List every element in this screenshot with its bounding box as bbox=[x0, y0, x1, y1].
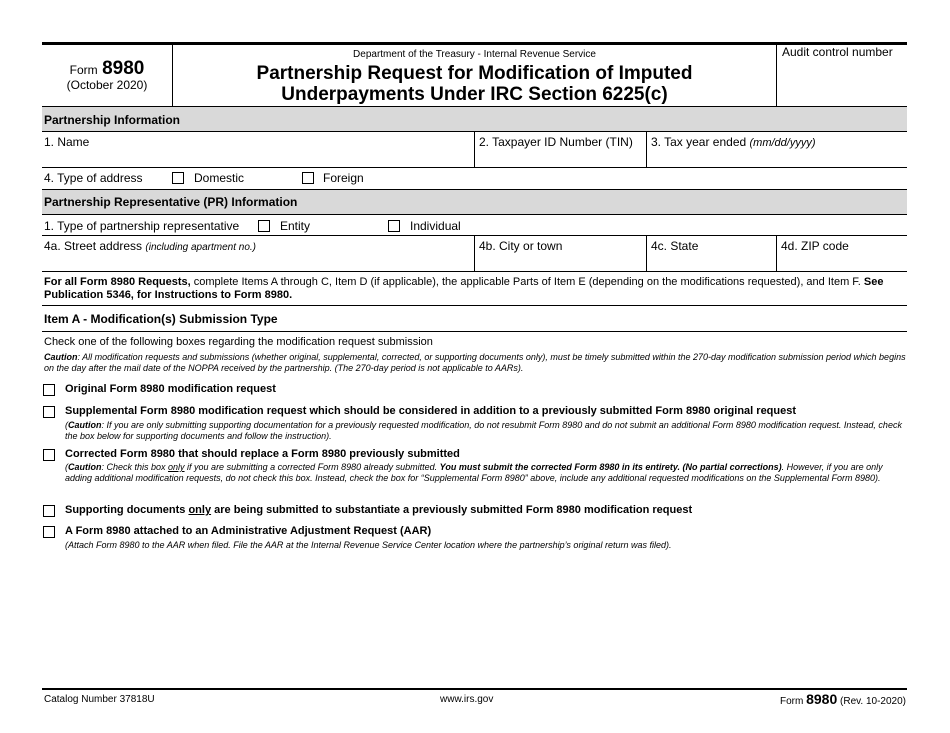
rule bbox=[42, 271, 907, 272]
domestic-checkbox[interactable] bbox=[172, 172, 184, 184]
city-field[interactable] bbox=[479, 253, 643, 269]
tax-year-format: (mm/dd/yyyy) bbox=[749, 137, 816, 149]
rule bbox=[646, 131, 647, 167]
item-a-check-one: Check one of the following boxes regarding the modification request submission bbox=[44, 336, 433, 348]
department: Department of the Treasury - Internal Revenue Service bbox=[353, 49, 596, 60]
street-text: 4a. Street address bbox=[44, 239, 146, 253]
rule bbox=[646, 235, 647, 271]
state-label: 4c. State bbox=[651, 239, 699, 253]
partnership-section-title: Partnership Information bbox=[44, 113, 181, 127]
pr-section-title: Partnership Representative (PR) Information bbox=[44, 195, 298, 209]
entity-label: Entity bbox=[280, 219, 311, 233]
footer-form-word: Form bbox=[779, 696, 807, 707]
individual-checkbox[interactable] bbox=[388, 220, 400, 232]
instructions-bold-end: See Publication 5346, for Instructions to Form 8980. bbox=[44, 276, 884, 301]
audit-control-label: Audit control number bbox=[782, 45, 893, 59]
aar-label: A Form 8980 attached to an Administrative Adjustment Request (AAR) bbox=[65, 525, 432, 537]
footer-form-id bbox=[780, 691, 906, 707]
corrected-note-b: if you are submitting a corrected Form 8980 already submitted. bbox=[184, 462, 440, 472]
tin-label: 2. Taxpayer ID Number (TIN) bbox=[479, 135, 633, 149]
rule bbox=[42, 167, 907, 168]
tax-year-label bbox=[651, 135, 816, 149]
street-label bbox=[44, 239, 256, 253]
irs-website[interactable]: www.irs.gov bbox=[440, 694, 494, 705]
rule bbox=[776, 235, 777, 271]
supporting-docs-b: are being submitted to substantiate a previously submitted Form 8980 modification request bbox=[211, 504, 693, 516]
form-word: Form bbox=[69, 63, 98, 77]
foreign-checkbox[interactable] bbox=[302, 172, 314, 184]
individual-label: Individual bbox=[410, 219, 461, 233]
corrected-note: (Caution: Check this box only if you are submitting a corrected Form 8980 already submitted. You must submit the corrected Form 8980 in its entirety. (No partial corrections). However, if you are only adding additional modification requests, do not check this box. Instead, check the box for “Supplemental Form 8980” above, include any additional requested modifications on the Supplemental Form 8980). bbox=[65, 462, 883, 483]
zip-label: 4d. ZIP code bbox=[781, 239, 849, 253]
corrected-note-c: . However, if you are only adding additional modification requests, do not check this box. Instead, check the box for “Supplemental Form 8980” above, include any additional requested modifications on the Supplemental Form 8980). bbox=[65, 462, 883, 483]
corrected-note-bold: You must submit the corrected Form 8980 in its entirety. (No partial corrections) bbox=[439, 462, 782, 472]
catalog-number: Catalog Number 37818U bbox=[44, 694, 155, 705]
supplemental-caution-word: Caution bbox=[68, 420, 102, 430]
title-line-1: Partnership Request for Modification of Imputed bbox=[256, 63, 693, 84]
state-field[interactable] bbox=[651, 253, 773, 269]
corrected-caution-word: Caution bbox=[68, 462, 102, 472]
entity-checkbox[interactable] bbox=[258, 220, 270, 232]
footer-rev: (Rev. 10-2020) bbox=[837, 696, 906, 707]
caution-word: Caution bbox=[44, 352, 78, 362]
tax-year-field[interactable] bbox=[651, 150, 905, 166]
zip-field[interactable] bbox=[781, 253, 905, 269]
aar-checkbox[interactable] bbox=[43, 526, 55, 538]
caution-text: : All modification requests and submissions (whether original, supplemental, corrected, or supporting documents only), must be timely submitted within the 270-day modification submission period which begins on the day after the mail date of the NOPPA received by the partnership. (The 270-day period is not applicable to AARs). bbox=[44, 352, 906, 373]
supplemental-note: (Caution: If you are only submitting supporting documentation for a previously requested modification, do not resubmit Form 8980 and do not submit an additional Form 8980 modification request. Instead, check the box below for supporting documents and follow the instruction). bbox=[65, 420, 902, 441]
page-title bbox=[173, 63, 776, 105]
city-label: 4b. City or town bbox=[479, 239, 563, 253]
domestic-label: Domestic bbox=[194, 171, 245, 185]
original-request-label: Original Form 8980 modification request bbox=[65, 383, 276, 395]
address-type-label: 4. Type of address bbox=[44, 171, 143, 185]
corrected-note-only: only bbox=[168, 462, 185, 472]
form-number: 8980 bbox=[102, 58, 145, 79]
name-label: 1. Name bbox=[44, 135, 90, 149]
audit-control-field[interactable] bbox=[782, 62, 902, 102]
corrected-request-checkbox[interactable] bbox=[43, 449, 55, 461]
corrected-note-a: : Check this box bbox=[101, 462, 169, 472]
supplemental-request-checkbox[interactable] bbox=[43, 406, 55, 418]
supporting-docs-a: Supporting documents bbox=[65, 504, 189, 516]
instructions-bold-start: For all Form 8980 Requests, bbox=[44, 276, 191, 288]
supplemental-request-label: Supplemental Form 8980 modification request which should be considered in addition to a previously submitted Form 8980 original request bbox=[65, 405, 797, 417]
rule bbox=[42, 331, 907, 332]
supplemental-note-text: : If you are only submitting supporting documentation for a previously requested modification, do not resubmit Form 8980 and do not submit an additional Form 8980 modification request. Instead, check the box below for supporting documents and follow the instruction). bbox=[65, 420, 902, 441]
pr-type-label: 1. Type of partnership representative bbox=[44, 219, 240, 233]
form-date: (October 2020) bbox=[66, 78, 148, 92]
foreign-label: Foreign bbox=[323, 171, 364, 185]
instructions-text: complete Items A through C, Item D (if applicable), the applicable Parts of Item E (depending on the modifications requested), and Item F. bbox=[190, 276, 864, 288]
form-id bbox=[42, 58, 172, 80]
name-field[interactable] bbox=[44, 150, 472, 166]
rule bbox=[474, 131, 475, 167]
title-line-2: Underpayments Under IRC Section 6225(c) bbox=[281, 84, 668, 105]
instructions bbox=[44, 276, 904, 302]
tin-field[interactable] bbox=[479, 150, 643, 166]
footer-rule bbox=[42, 688, 907, 690]
corrected-request-label: Corrected Form 8980 that should replace a Form 8980 previously submitted bbox=[65, 448, 460, 460]
rule bbox=[42, 305, 907, 306]
rule bbox=[42, 214, 907, 215]
original-request-checkbox[interactable] bbox=[43, 384, 55, 396]
tax-year-text: 3. Tax year ended bbox=[651, 135, 750, 149]
footer-form-number: 8980 bbox=[806, 691, 838, 707]
item-a-title: Item A - Modification(s) Submission Type bbox=[44, 312, 278, 326]
street-field[interactable] bbox=[44, 253, 472, 269]
supporting-docs-checkbox[interactable] bbox=[43, 505, 55, 517]
supporting-docs-label bbox=[65, 504, 692, 516]
aar-note: (Attach Form 8980 to the AAR when filed. File the AAR at the Internal Revenue Service Center location where the partnership’s original return was filed). bbox=[65, 540, 672, 550]
supporting-docs-only: only bbox=[188, 504, 212, 516]
header-divider-right bbox=[776, 44, 777, 106]
item-a-caution bbox=[44, 352, 906, 374]
rule bbox=[474, 235, 475, 271]
street-hint: (including apartment no.) bbox=[145, 242, 257, 253]
